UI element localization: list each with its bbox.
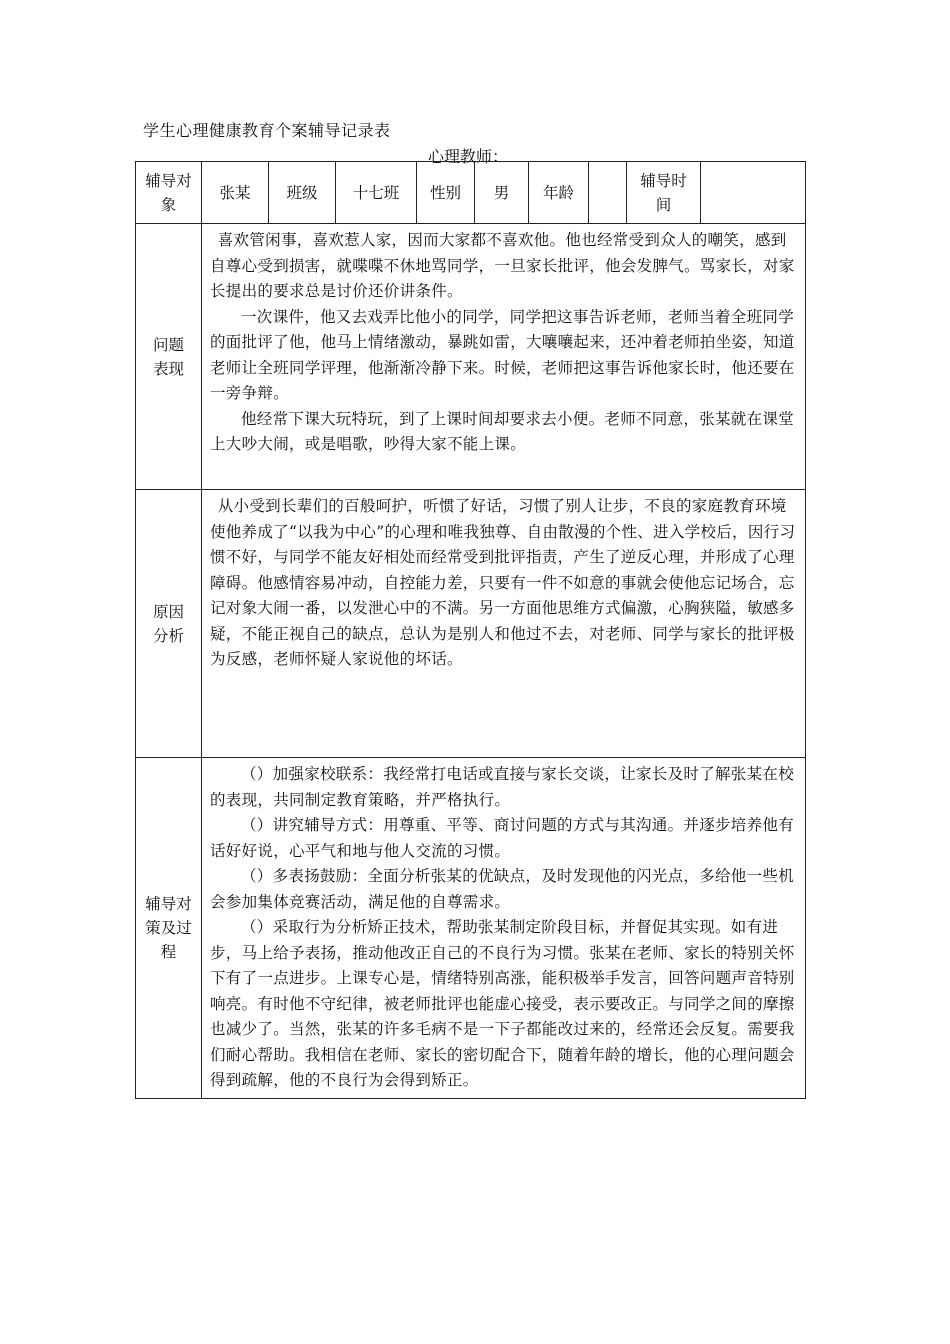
- record-table: [135, 161, 806, 1099]
- problem-row: [136, 224, 806, 490]
- age-label-cell: [529, 162, 589, 224]
- gender-label: 性别: [429, 183, 461, 202]
- gender-value-cell: [475, 162, 529, 224]
- cause-paragraph: 从小受到长辈们的百般呵护，听惯了好话，习惯了别人让步，不良的家庭教育环境使他养成了“以我为中心”的心理和唯我独尊、自由散漫的个性、进入学校后，因行习惯不好，与同学不能友好相处而经常受到批评指责，产生了逆反心理，并形成了心理障碍。他感情容易冲动，自控能力差，只要有一件不如意的事就会使他忘记场合，忘记对象大闹一番，以发泄心中的不满。另一方面他思维方式偏激，心胸狭隘，敏感多疑，不能正视自己的缺点，总认为是别人和他过不去，对老师、同学与家长的批评极为反感，老师怀疑人家说他的坏话。: [210, 497, 796, 668]
- gender-value: 男: [493, 183, 510, 202]
- cause-content: [202, 490, 806, 758]
- strategy-row: [136, 758, 806, 1099]
- class-value: 十七班: [352, 183, 400, 202]
- problem-paragraph: 喜欢管闲事，喜欢惹人家，因而大家都不喜欢他。他也经常受到众人的嘲笑，感到自尊心受到损害，就喋喋不休地骂同学，一旦家长批评，他会发脾气。骂家长，对家长提出的要求总是讨价还价讲条件。: [210, 231, 795, 300]
- strategy-paragraph: （）采取行为分析矫正技术，帮助张某制定阶段目标，并督促其实现。如有进步，马上给予表扬，推动他改正自己的不良行为习惯。张某在老师、家长的特别关怀下有了一点进步。上课专心是，情绪特别高涨，能积极举手发言，回答问题声音特别响亮。有时他不守纪律，被老师批评也能虚心接受，表示要改正。与同学之间的摩擦也减少了。当然，张某的许多毛病不是一下子都能改过来的，经常还会反复。需要我们耐心帮助。我相信在老师、家长的密切配合下，随着年龄的增长，他的心理问题会得到疏解，他的不良行为会得到矫正。: [210, 918, 795, 1089]
- time-label-cell: [627, 162, 701, 224]
- cause-label: 原因分析: [152, 602, 184, 645]
- cause-row: [136, 490, 806, 758]
- problem-paragraph: 他经常下课大玩特玩，到了上课时间却要求去小便。老师不同意，张某就在课堂上大吵大闹，或是唱歌，吵得大家不能上课。: [210, 409, 795, 453]
- problem-label: 问题表现: [152, 335, 184, 378]
- subject-value-cell: [202, 162, 269, 224]
- strategy-paragraph: （）讲究辅导方式：用尊重、平等、商讨问题的方式与其沟通。并逐步培养他有话好好说，心平气和地与他人交流的习惯。: [210, 816, 795, 860]
- strategy-label-cell: [136, 758, 202, 1099]
- strategy-paragraph: （）多表扬鼓励：全面分析张某的优缺点，及时发现他的闪光点，多给他一些机会参加集体竞赛活动，满足他的自尊需求。: [210, 867, 795, 911]
- age-value-cell: [589, 162, 627, 224]
- strategy-content: [202, 758, 806, 1099]
- subject-label: 辅导对象: [145, 171, 192, 214]
- time-label: 辅导时间: [640, 171, 687, 214]
- cause-label-cell: [136, 490, 202, 758]
- time-value-cell: [701, 162, 806, 224]
- class-value-cell: [336, 162, 417, 224]
- strategy-paragraph: （）加强家校联系：我经常打电话或直接与家长交谈，让家长及时了解张某在校的表现，共同制定教育策略，并严格执行。: [210, 765, 795, 809]
- teacher-label: 心理教师：: [428, 147, 509, 166]
- strategy-label: 辅导对策及过程: [145, 894, 192, 961]
- age-label: 年龄: [542, 183, 574, 202]
- problem-content: [202, 224, 806, 490]
- subject-label-cell: [136, 162, 202, 224]
- document-title: 学生心理健康教育个案辅导记录表: [143, 121, 391, 140]
- gender-label-cell: [417, 162, 475, 224]
- class-label: 班级: [286, 183, 318, 202]
- class-label-cell: [269, 162, 336, 224]
- header-row: [136, 162, 806, 224]
- problem-paragraph: 一次课件，他又去戏弄比他小的同学，同学把这事告诉老师，老师当着全班同学的面批评了他，他马上情绪激动，暴跳如雷，大嚷嚷起来，还冲着老师拍坐姿，知道老师让全班同学评理，他渐渐冷静下来。时候，老师把这事告诉他家长时，他还要在一旁争辩。: [210, 307, 795, 402]
- subject-value: 张某: [219, 183, 251, 202]
- problem-label-cell: [136, 224, 202, 490]
